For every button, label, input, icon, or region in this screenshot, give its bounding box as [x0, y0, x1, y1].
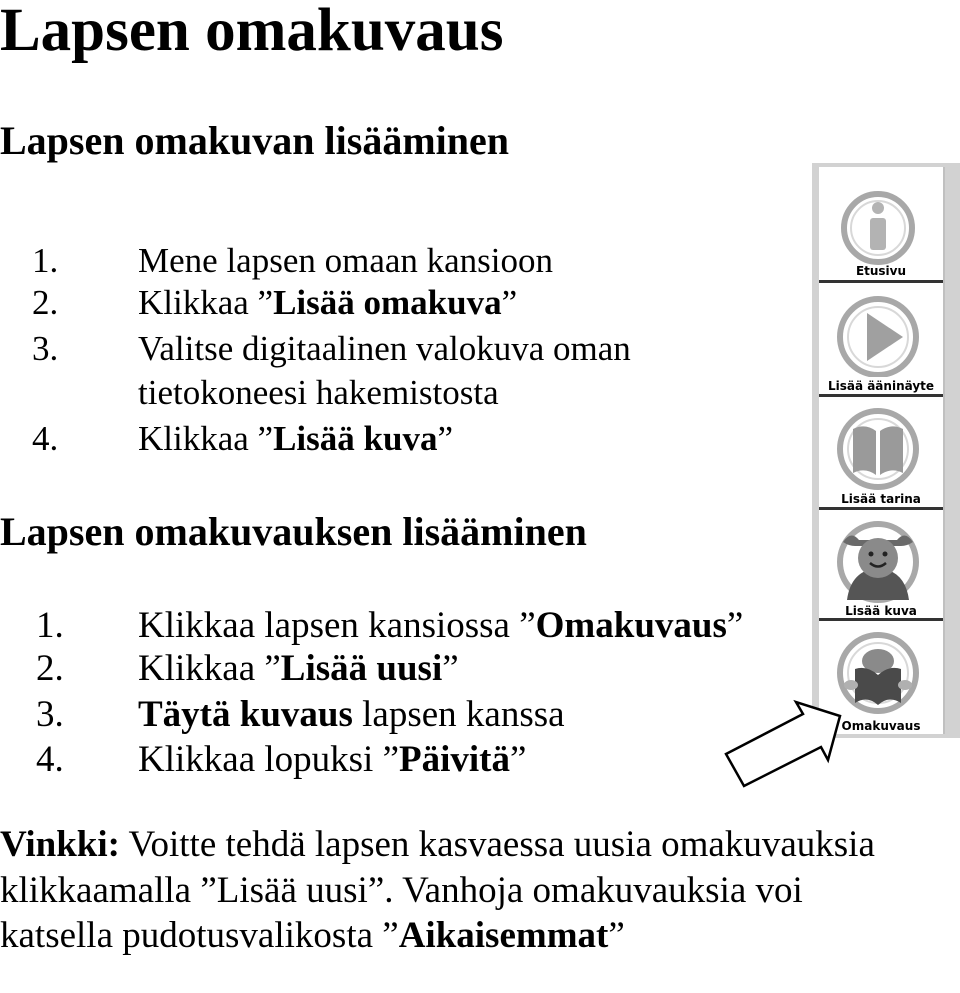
step-number: 4. — [32, 419, 59, 458]
sidebar-item-lisaa-aaninayte[interactable] — [819, 283, 943, 397]
page-title: Lapsen omakuvaus — [0, 0, 504, 64]
step-text: Klikkaa ”Lisää kuva” — [138, 419, 453, 458]
step-number: 1. — [32, 241, 59, 280]
step-text: Klikkaa ”Lisää uusi” — [138, 648, 459, 689]
step-number: 4. — [36, 739, 64, 780]
step-number: 3. — [36, 694, 64, 735]
pointer-arrow-icon — [718, 694, 868, 799]
sidebar-item-etusivu[interactable] — [819, 182, 943, 283]
step-number: 2. — [32, 283, 59, 322]
sidebar-item-label: Lisää ääninäyte — [827, 379, 935, 393]
step-text: Täytä kuvaus lapsen kanssa — [138, 694, 565, 735]
section2-heading: Lapsen omakuvauksen lisääminen — [0, 509, 587, 554]
sidebar-item-lisaa-kuva[interactable] — [819, 510, 943, 621]
sidebar-item-label: Lisää kuva — [845, 604, 917, 618]
step-text: Valitse digitaalinen valokuva oman — [138, 329, 631, 368]
sidebar-item-lisaa-tarina[interactable] — [819, 397, 943, 510]
sidebar-item-label: Omakuvaus — [841, 719, 921, 733]
step-text: Klikkaa lopuksi ”Päivitä” — [138, 739, 527, 780]
tip-bold-end: Aikaisemmat — [398, 915, 609, 956]
step-text: Mene lapsen omaan kansioon — [138, 241, 554, 280]
step-number: 1. — [36, 605, 64, 646]
tip-paragraph: Vinkki: Voitte tehdä lapsen kasvaessa uusia omakuvauksia klikkaamalla ”Lisää uusi”. Vanhoja omakuvauksia voi katsella pudotusvalikosta ”Aikaisemmat” — [0, 824, 875, 956]
sidebar-item-label: Lisää tarina — [841, 492, 921, 506]
step-text: Klikkaa ”Lisää omakuva” — [138, 283, 518, 322]
step-number: 3. — [32, 329, 59, 368]
step-text: Klikkaa lapsen kansiossa ”Omakuvaus” — [138, 605, 744, 646]
tip-label: Vinkki: — [0, 824, 120, 865]
tip-text: Voitte tehdä lapsen kasvaessa uusia omakuvauksia klikkaamalla ”Lisää uusi”. Vanhoja omakuvauksia voi katsella pudotusvalikosta ” — [0, 824, 875, 956]
sidebar-item-label: Etusivu — [855, 264, 907, 278]
section1-heading: Lapsen omakuvan lisääminen — [0, 118, 510, 163]
step-number: 2. — [36, 648, 64, 689]
step-text: tietokoneesi hakemistosta — [138, 373, 499, 412]
